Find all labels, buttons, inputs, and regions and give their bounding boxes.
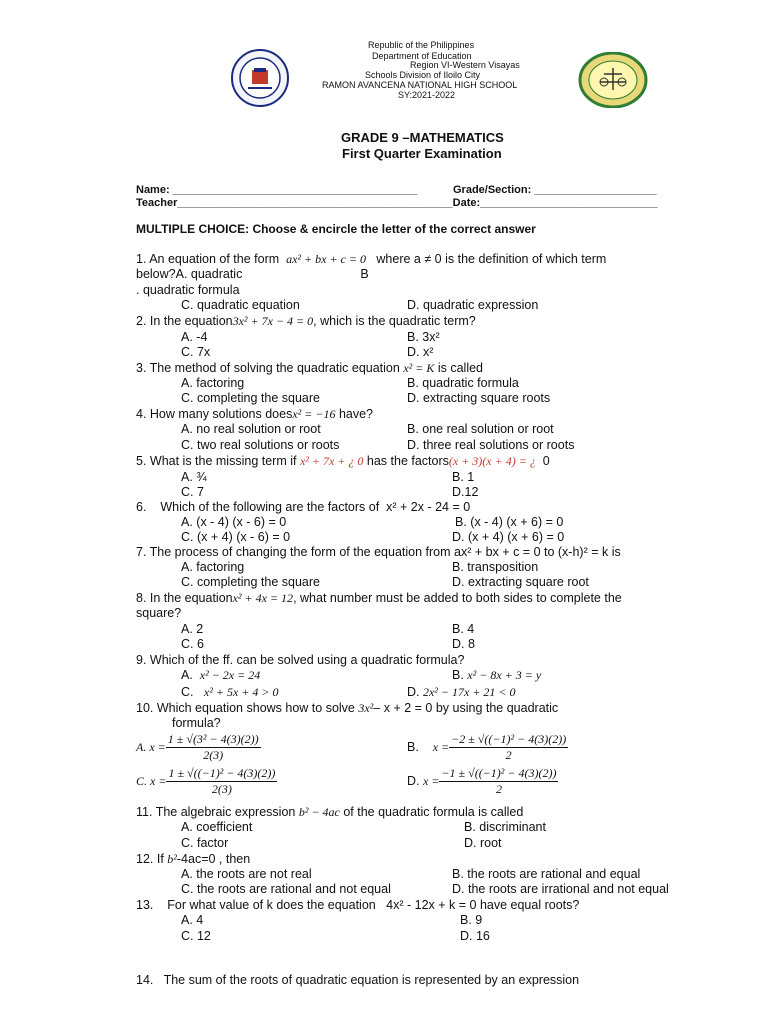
q5-option-b[interactable]: B. 1 [452, 470, 475, 484]
q2-stem: 2. In the equation3x² + 7x − 4 = 0, which is the quadratic term? [136, 314, 476, 328]
q9-stem: 9. Which of the ff. can be solved using a quadratic formula? [136, 653, 465, 667]
q12-stem: 12. If b²-4ac=0 , then [136, 852, 251, 866]
q12-equation: b² [167, 852, 177, 866]
q2-option-b[interactable]: B. 3x² [407, 330, 440, 344]
q11-stem: 11. The algebraic expression b² − 4ac of the quadratic formula is called [136, 805, 524, 819]
q9-option-d[interactable]: D. 2x² − 17x + 21 < 0 [407, 685, 516, 699]
name-field[interactable]: Name: ________________________________________ [136, 184, 418, 196]
q2-option-a[interactable]: A. -4 [181, 330, 208, 344]
q3-option-c[interactable]: C. completing the square [181, 391, 320, 405]
q1-option-b-cont[interactable]: . quadratic formula [136, 283, 240, 297]
q8-option-a[interactable]: A. 2 [181, 622, 204, 636]
q1-stem: 1. An equation of the form ax² + bx + c = 0 where a ≠ 0 is the definition of which term [136, 252, 607, 266]
q10-option-a[interactable]: A. x = $\frac{\text{1 ± √(3² − 4(3)(2))}}{2(3)}$ [136, 732, 259, 762]
q10-option-b[interactable]: B. x = $\frac{\text{−2 ± √((−1)² − 4(3)(2))}}{2}$ [407, 732, 567, 762]
exam-title: GRADE 9 –MATHEMATICS [341, 130, 504, 145]
q7-stem: 7. The process of changing the form of the equation from ax² + bx + c = 0 to (x-h)² = k is [136, 545, 621, 559]
q5-option-a[interactable]: A. ¾ [181, 470, 207, 484]
teacher-date-field[interactable]: Teacher_____________________________________________Date:_____________________________ [136, 197, 658, 209]
q6-option-d[interactable]: D. (x + 4) (x + 6) = 0 [452, 530, 565, 544]
q6-stem: 6. Which of the following are the factors of x² + 2x - 24 = 0 [136, 500, 471, 514]
q4-option-a[interactable]: A. no real solution or root [181, 422, 321, 436]
header-republic: Republic of the Philippines [368, 40, 475, 50]
q6-option-c[interactable]: C. (x + 4) (x - 6) = 0 [181, 530, 291, 544]
q3-equation: x² = K [403, 361, 435, 375]
grade-section-field[interactable]: Grade/Section: ____________________ [453, 184, 657, 196]
q3-option-d[interactable]: D. extracting square roots [407, 391, 551, 405]
q4-option-b[interactable]: B. one real solution or root [407, 422, 554, 436]
q4-option-c[interactable]: C. two real solutions or roots [181, 438, 340, 452]
q8-equation: x² + 4x = 12 [232, 591, 294, 605]
q9-option-b[interactable]: B. x² − 8x + 3 = y [452, 668, 542, 682]
school-seal-logo [578, 52, 648, 108]
q10-option-c[interactable]: C. x = $\frac{\text{1 ± √((−1)² − 4(3)(2))}}{2(3)}$ [136, 766, 276, 796]
q13-option-b[interactable]: B. 9 [460, 913, 483, 927]
header-school: RAMON AVANCENA NATIONAL HIGH SCHOOL [322, 80, 518, 90]
q5-stem: 5. What is the missing term if x² + 7x + ¿ 0 has the factors(x + 3)(x + 4) = ¿ 0 [136, 454, 550, 468]
exam-subtitle: First Quarter Examination [342, 146, 502, 161]
q7-option-d[interactable]: D. extracting square root [452, 575, 589, 589]
q3-option-a[interactable]: A. factoring [181, 376, 245, 390]
q11-equation: b² − 4ac [298, 805, 340, 819]
q4-equation: x² = −16 [292, 407, 336, 421]
q1-option-a-b[interactable]: below?A. quadratic B [136, 267, 369, 281]
header-region: Region VI-Western Visayas [410, 60, 520, 70]
q7-option-c[interactable]: C. completing the square [181, 575, 320, 589]
q8-stem-cont: square? [136, 606, 182, 620]
q1-equation: ax² + bx + c = 0 [286, 252, 366, 266]
q9-option-c[interactable]: C. x² + 5x + 4 > 0 [181, 685, 279, 699]
q7-option-a[interactable]: A. factoring [181, 560, 245, 574]
q12-option-d[interactable]: D. the roots are irrational and not equal [452, 882, 669, 896]
q6-option-a[interactable]: A. (x - 4) (x - 6) = 0 [181, 515, 287, 529]
q12-option-a[interactable]: A. the roots are not real [181, 867, 312, 881]
q8-stem: 8. In the equationx² + 4x = 12, what number must be added to both sides to complete the [136, 591, 622, 605]
q9-option-a[interactable]: A. x² − 2x = 24 [181, 668, 261, 682]
q2-option-d[interactable]: D. x² [407, 345, 434, 359]
header-division: Schools Division of Iloilo City [365, 70, 481, 80]
q7-option-b[interactable]: B. transposition [452, 560, 539, 574]
q10-stem: 10. Which equation shows how to solve 3x²– x + 2 = 0 by using the quadratic [136, 701, 559, 715]
q10-equation: 3x² [358, 701, 374, 715]
q13-option-c[interactable]: C. 12 [181, 929, 211, 943]
q8-option-b[interactable]: B. 4 [452, 622, 475, 636]
q5-option-c[interactable]: C. 7 [181, 485, 204, 499]
deped-seal-logo [228, 48, 292, 108]
instructions: MULTIPLE CHOICE: Choose & encircle the letter of the correct answer [136, 222, 536, 236]
q11-option-d[interactable]: D. root [464, 836, 502, 850]
header-school-year: SY:2021-2022 [398, 90, 456, 100]
q2-option-c[interactable]: C. 7x [181, 345, 211, 359]
q12-option-b[interactable]: B. the roots are rational and equal [452, 867, 641, 881]
q10-stem-cont: formula? [172, 716, 221, 730]
q5-factors: (x + 3)(x + 4) = ¿ [448, 454, 536, 468]
q3-stem: 3. The method of solving the quadratic equation x² = K is called [136, 361, 484, 375]
q8-option-c[interactable]: C. 6 [181, 637, 204, 651]
q11-option-b[interactable]: B. discriminant [464, 820, 546, 834]
q11-option-a[interactable]: A. coefficient [181, 820, 253, 834]
q5-equation: x² + 7x + ¿ 0 [299, 454, 364, 468]
q1-option-d[interactable]: D. quadratic expression [407, 298, 539, 312]
q4-option-d[interactable]: D. three real solutions or roots [407, 438, 575, 452]
q13-option-a[interactable]: A. 4 [181, 913, 204, 927]
q2-equation: 3x² + 7x − 4 = 0 [232, 314, 314, 328]
q5-option-d[interactable]: D.12 [452, 485, 479, 499]
q13-option-d[interactable]: D. 16 [460, 929, 490, 943]
q6-option-b[interactable]: B. (x - 4) (x + 6) = 0 [455, 515, 564, 529]
header-deped: Department of Education [372, 51, 472, 61]
q12-option-c[interactable]: C. the roots are rational and not equal [181, 882, 391, 896]
q10-option-d[interactable]: D. x = $\frac{\text{−1 ± √((−1)² − 4(3)(2))}}{2}$ [407, 766, 557, 796]
q11-option-c[interactable]: C. factor [181, 836, 229, 850]
q13-stem: 13. For what value of k does the equation 4x² - 12x + k = 0 have equal roots? [136, 898, 580, 912]
q1-option-c[interactable]: C. quadratic equation [181, 298, 300, 312]
q3-option-b[interactable]: B. quadratic formula [407, 376, 519, 390]
q14-stem: 14. The sum of the roots of quadratic equation is represented by an expression [136, 973, 580, 987]
q8-option-d[interactable]: D. 8 [452, 637, 475, 651]
q4-stem: 4. How many solutions doesx² = −16 have? [136, 407, 374, 421]
